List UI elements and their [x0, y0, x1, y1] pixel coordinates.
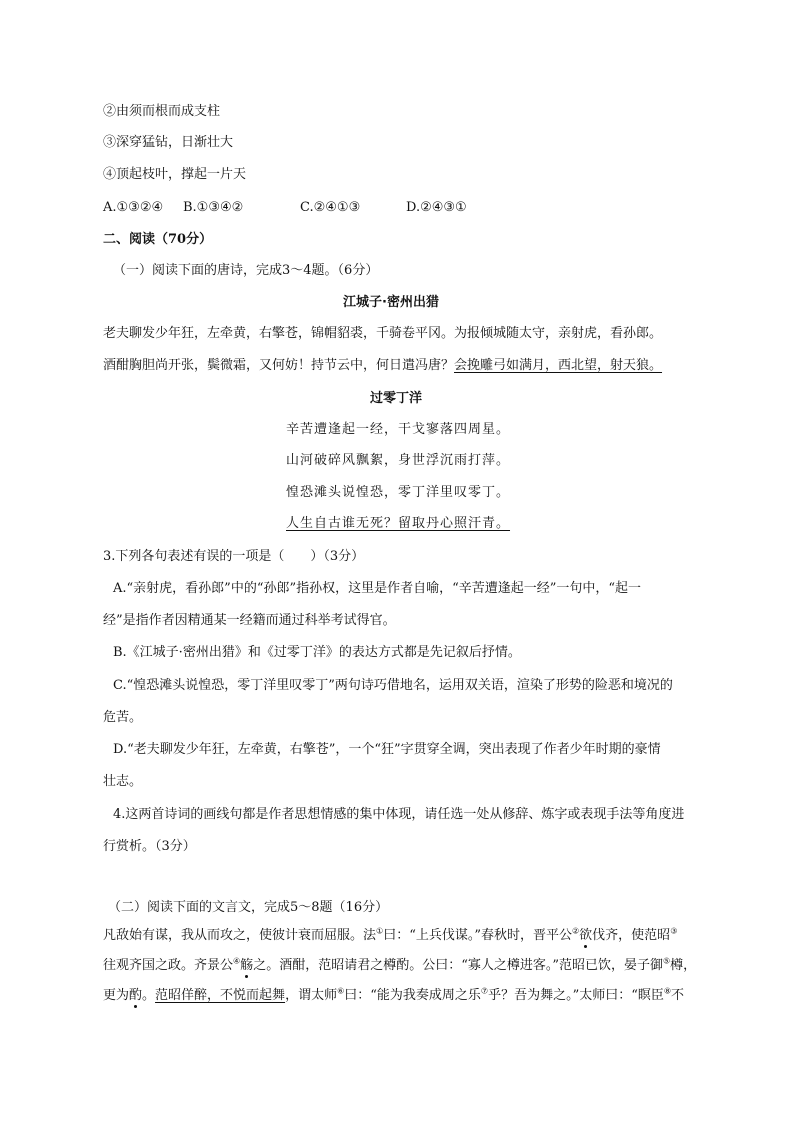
part2-intro: （二）阅读下面的文言文，完成5～8题（16分）	[108, 900, 389, 915]
q3-option-d-line2: 壮志。	[103, 774, 143, 789]
q4-line2: 行赏析。（3分）	[103, 839, 196, 854]
q3-option-c-line2: 危苦。	[103, 710, 143, 725]
poem2-line1: 辛苦遭逢起一经，干戈寥落四周星。	[286, 422, 511, 437]
footnote-marker: ①	[376, 926, 384, 936]
prose-text: 曰：“上兵伐谋。”春秋时，晋平公	[383, 928, 572, 943]
q3-stem: 3.下列各句表述有误的一项是（ ）（3分）	[103, 549, 365, 564]
footnote-marker: ④	[233, 956, 241, 966]
prose-text: 之。酒酣，范昭请君之樽酌。公曰：“寡人之樽进客。”范昭已饮，晏子御	[253, 958, 663, 973]
prose-text: 曰：“能为我奏成周之乐	[344, 988, 481, 1003]
prose-line2	[103, 957, 696, 975]
poem2-line3: 惶恐滩头说惶恐，零丁洋里叹零丁。	[286, 485, 511, 500]
prose-text: 樽，	[670, 958, 697, 973]
footnote-marker: ⑤	[663, 956, 671, 966]
part1-intro: （一）阅读下面的唐诗，完成3～4题。（6分）	[113, 263, 379, 278]
poem2-title: 过零丁洋	[370, 391, 423, 406]
section-heading: 二、阅读（70分）	[103, 232, 213, 247]
poem2-underlined-line: 人生自古谁无死？留取丹心照汗青。	[286, 516, 511, 531]
q3-option-a-line2: 经”是指作者因精通某一经籍而通过科举考试得官。	[103, 613, 396, 628]
emphasis-char: 觞	[240, 958, 254, 973]
choice-d: D.②④③①	[406, 200, 467, 215]
footnote-marker: ⑦	[480, 986, 489, 996]
prose-text: 不	[671, 988, 685, 1003]
poem1-title: 江城子·密州出猎	[343, 295, 439, 310]
poem2-line4	[286, 515, 510, 533]
choice-c: C.②④①③	[300, 200, 361, 215]
footnote-marker: ⑧	[663, 986, 672, 996]
poem1-line1: 老夫聊发少年狂，左牵黄，右擎苍，锦帽貂裘，千骑卷平冈。为报倾城随太守，亲射虎，看孙郎。	[103, 326, 663, 341]
prose-text: 凡敌始有谋，我从而攻之，使彼计衰而屈服。法	[103, 928, 377, 943]
emphasis-char: 酌	[129, 988, 143, 1003]
prose-line3	[103, 987, 684, 1005]
prose-text: ，谓太师	[285, 988, 338, 1003]
choice-a: A.①③②④	[103, 200, 164, 215]
footnote-marker: ②	[571, 926, 580, 936]
q4-line1: 4.这两首诗词的画线句都是作者思想情感的集中体现，请任选一处从修辞、炼字或表现手法等角度进	[113, 807, 685, 822]
footnote-marker: ⑥	[337, 986, 345, 996]
prose-text: 乎？吾为舞之。”太师曰：“瞑臣	[488, 988, 664, 1003]
q3-option-b: B.《江城子·密州出猎》和《过零丁洋》的表达方式都是先记叙后抒情。	[113, 645, 521, 660]
prose-text: 伐齐，使范昭	[592, 928, 671, 943]
prose-line1	[103, 927, 677, 945]
footnote-marker: ③	[670, 926, 678, 936]
poem1-underlined-line: 会挽雕弓如满月，西北望，射天狼。	[454, 358, 663, 373]
option-item-3: ③深穿猛钻，日渐壮大	[103, 135, 234, 150]
order-choices	[103, 199, 467, 217]
underlined-sentence: 范昭佯醉，不悦而起舞	[155, 988, 286, 1003]
choice-b: B.①③④②	[183, 200, 244, 215]
prose-text: 。	[142, 988, 156, 1003]
q3-option-a-line1: A.“亲射虎，看孙郎”中的“孙郎”指孙权，这里是作者自喻，“辛苦遭逢起一经”一句中，“起一	[113, 581, 642, 596]
option-item-2: ②由须而根而成支柱	[103, 104, 221, 119]
poem1-line2-text: 酒酣胸胆尚开张，鬓微霜，又何妨！持节云中，何日遣冯唐？	[103, 358, 455, 373]
prose-text: 往观齐国之政。齐景公	[103, 958, 234, 973]
option-item-4: ④顶起枝叶，撑起一片天	[103, 167, 247, 182]
q3-option-d-line1: D.“老夫聊发少年狂，左牵黄，右擎苍”，一个“狂”字贯穿全调，突出表现了作者少年时期的豪情	[113, 742, 661, 757]
poem2-line2: 山河破碎风飘絮，身世浮沉雨打萍。	[286, 453, 511, 468]
emphasis-char: 欲	[579, 928, 593, 943]
poem1-line2	[103, 357, 662, 375]
q3-option-c-line1: C.“惶恐滩头说惶恐，零丁洋里叹零丁”两句诗巧借地名，运用双关语，渲染了形势的险恶和境况的	[113, 678, 673, 693]
prose-text: 更为	[103, 988, 130, 1003]
